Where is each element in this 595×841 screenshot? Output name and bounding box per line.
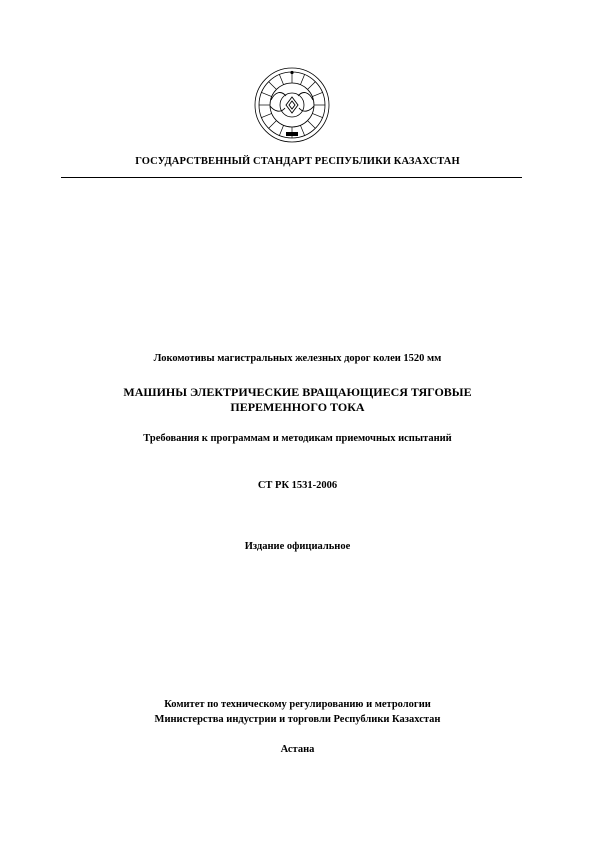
publisher-committee	[0, 698, 595, 727]
document-subtitle: Локомотивы магистральных железных дорог колеи 1520 мм	[153, 353, 442, 364]
document-header-title: ГОСУДАРСТВЕННЫЙ СТАНДАРТ РЕСПУБЛИКИ КАЗАХСТАН	[135, 156, 460, 167]
document-title	[0, 385, 595, 414]
state-emblem-icon	[253, 66, 331, 144]
standard-number: СТ РК 1531-2006	[257, 480, 338, 491]
committee-line-2: Министерства индустрии и торговли Республики Казахстан	[154, 713, 441, 725]
document-requirements: Требования к программам и методикам приемочных испытаний	[143, 433, 452, 444]
header-divider	[61, 177, 522, 178]
document-title-line-2: ПЕРЕМЕННОГО ТОКА	[230, 399, 365, 414]
committee-line-1: Комитет по техническому регулированию и метрологии	[164, 699, 431, 710]
edition-label: Издание официальное	[244, 541, 351, 552]
document-title-line-1: МАШИНЫ ЭЛЕКТРИЧЕСКИЕ ВРАЩАЮЩИЕСЯ ТЯГОВЫЕ	[123, 385, 472, 399]
publication-city: Астана	[280, 744, 315, 755]
